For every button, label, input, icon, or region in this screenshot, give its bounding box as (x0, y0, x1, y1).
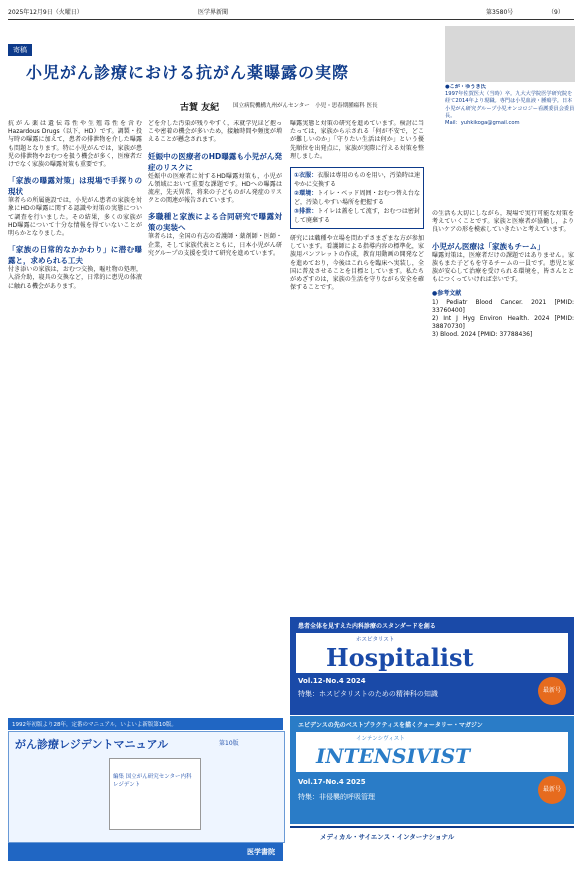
header-paper: 医学界新聞 (198, 9, 229, 16)
col4-para-a: の生活も大切にしながら，現場で実行可能な対策を考えていくことです。家族と医療者が協働し，より良いケアの形を模索していきたいと考えています。 (432, 210, 574, 234)
bio-mail: Mail：yuhkikoga@gmail.com (445, 120, 520, 127)
book-ad[interactable] (8, 731, 285, 843)
header-rule (8, 19, 574, 20)
author-bio (445, 84, 575, 204)
measures-label: ①衣服： (294, 172, 318, 180)
col2-subheading-2: 多職種と家族による合同研究で曝露対策の実装へ (148, 212, 282, 233)
bio-name: ●こが・ゆうき氏 (445, 84, 486, 90)
book-banner-text: 1992年初版より28年，定番のマニュアル，いよいよ新版第10版。 (12, 722, 177, 728)
column-3 (290, 120, 424, 610)
hospitalist-badge: 最新号 (538, 677, 566, 705)
measures-row (294, 171, 420, 189)
column-1 (8, 120, 142, 720)
book-editor: 編集 国立がん研究センター内科レジデント (113, 774, 192, 788)
hospitalist-volume: Vol.12-No.4 2024 (298, 677, 366, 685)
header-date: 2025年12月9日（火曜日） (8, 9, 83, 16)
col1-subheading-1: 「家族の曝露対策」は現場で手探りの現状 (8, 176, 142, 197)
col1-subheading-2: 「家族の日常的なかかわり」に潜む曝露と，求められる工夫 (8, 245, 142, 266)
intensivist-tagline: エビデンスの先のベストプラクティスを描くクォータリー・マガジン (298, 722, 483, 729)
measures-label: ②環境： (294, 190, 318, 198)
measures-row (294, 189, 420, 207)
hospitalist-logo: Hospitalist (326, 643, 474, 672)
hospitalist-special: 特集：ホスピタリストのための精神科の知識 (298, 690, 438, 698)
publisher-name: メディカル・サイエンス・インターナショナル (320, 833, 455, 841)
intensivist-volume: Vol.17-No.4 2025 (298, 778, 366, 786)
intensivist-kana: インテンシヴィスト (356, 736, 405, 742)
measures-label: ③排泄： (294, 208, 318, 216)
col2-para-a: どを介した汚染が残りやすく，未就学児ほど抱っこや密着の機会が多いため，接触時間や頻度が増えることが懸念されます。 (148, 120, 282, 144)
measures-text: 衣服は専用のものを用い，汚染時は速やかに交換する (294, 172, 420, 189)
col2-subheading-1: 妊娠中の医療者のHD曝露も小児がん発症のリスクに (148, 151, 282, 172)
column-2 (148, 120, 282, 720)
measures-box (290, 167, 424, 229)
hospitalist-ad[interactable] (290, 617, 574, 715)
book-cover (109, 758, 201, 830)
intensivist-ad[interactable] (290, 716, 574, 824)
article-title: 小児がん診療における抗がん薬曝露の実際 (26, 63, 350, 82)
col1-para-a: 抗がん薬は遺伝毒性や生殖毒性を含む Hazardous Drugs（以下，HD）です。調製・投与時の曝露に加えて，患者の排泄物を介した曝露も問題となります。特に小児がんでは，家族が患児の排泄物やおむつを扱う機会が多く，医療者だけでなく家族の曝露対策も重要です。 (8, 120, 142, 169)
article-tag: 寄稿 (8, 44, 32, 56)
measures-row (294, 207, 420, 225)
column-4 (432, 210, 574, 610)
book-edition: 第10版 (219, 740, 239, 747)
hospitalist-kana: ホスピタリスト (356, 637, 395, 643)
book-banner (8, 718, 283, 730)
reference-item: 3) Blood. 2024 [PMID: 37788436] (432, 331, 533, 339)
bio-text: 1997年佐賀医大（当時）卒。九大大学院医学研究院を経て2014年より現職。専門は小児血液・腫瘍学。日本小児がん研究グループ小児オンコロジー看護委員会委員長。 (445, 91, 575, 119)
publisher-strip (290, 826, 574, 848)
measures-text: トイレ・ベッド周囲・おむつ替え台など，汚染しやすい場所を把握する (294, 190, 420, 207)
intensivist-special: 特集：非侵襲的呼吸管理 (298, 793, 375, 801)
book-publisher: 医学書院 (247, 848, 275, 856)
col1-para-c: 付き添いの家族は，おむつ交換，嘔吐物の処理，入浴介助，寝具の交換など，日常的に患児の体液に触れる機会があります。 (8, 266, 142, 290)
page-header (8, 4, 574, 18)
col2-para-c: 筆者らは，全国の有志の看護師・薬剤師・医師・企業，そして家族代表とともに，日本小児がん研究グループの支援を受けて研究を進めています。 (148, 233, 282, 257)
col3-para-b: 研究には職種や立場を問わずさまざまな方が参加しています。看護師による指導内容の標準化，家族用パンフレットの作成，教育用動画の開発などを進めており，今後はこれらを臨床へ実装し，全国に普及させることを目標としています。私たちがめざすのは，家族の生活を守りながら安全を確保することです。 (290, 235, 424, 292)
author-photo (445, 26, 575, 82)
references-title: ●参考文献 (432, 290, 462, 298)
measures-text: トイレは蓋をして流す，おむつは密封して廃棄する (294, 208, 420, 225)
intensivist-badge: 最新号 (538, 776, 566, 804)
col1-para-b: 筆者らの所属施設では，小児がん患者の家族を対象にHDの曝露に関する認識や対策の実態について調査を行いました。その結果，多くの家族がHD曝露について十分な情報を得ていないことが明らかとなりました。 (8, 197, 142, 238)
author-affiliation: 国立病院機構九州がんセンター 小児・思春期腫瘍科 医長 (233, 103, 378, 109)
intensivist-logo: INTENSIVIST (316, 744, 471, 768)
col4-para-b: 曝露対策は，医療者だけの課題ではありません。家族もまた子どもを守るチームの一員です。患児と家族が安心して治療を受けられる環境を，皆さんとともにつくっていければ幸いです。 (432, 251, 574, 284)
author-name: 古賀 友紀 (180, 103, 220, 113)
col3-para-a: 曝露実態と対策の研究を進めています。検討に当たっては，家族から示される「何が不安で，どこが難しいのか」「守りたい生活は何か」という優先順位を出発点に，家族が実際に行える対策を整理しました。 (290, 120, 424, 160)
col4-subheading: 小児がん医療は「家族もチーム」 (432, 241, 545, 251)
header-page: （9） (548, 9, 564, 16)
reference-item: 1) Pediatr Blood Cancer. 2021 [PMID: 33760400] (432, 298, 574, 314)
hospitalist-tagline: 患者全体を見すえた内科診療のスタンダードを創る (298, 623, 436, 630)
reference-item: 2) Int J Hyg Environ Health. 2024 [PMID: 38870730] (432, 315, 574, 331)
book-title: がん診療レジデントマニュアル (15, 738, 169, 751)
header-issue: 第3580号 (486, 9, 514, 16)
intensivist-logo-panel (296, 732, 568, 772)
col2-para-b: 妊娠中の医療者に対するHD曝露対策も，小児がん領域において重要な課題です。HDへの曝露は流産，先天異常，将来の子どものがん発症のリスクとの関連が報告されています。 (148, 172, 282, 205)
book-footer (8, 843, 283, 861)
hospitalist-logo-panel (296, 633, 568, 673)
